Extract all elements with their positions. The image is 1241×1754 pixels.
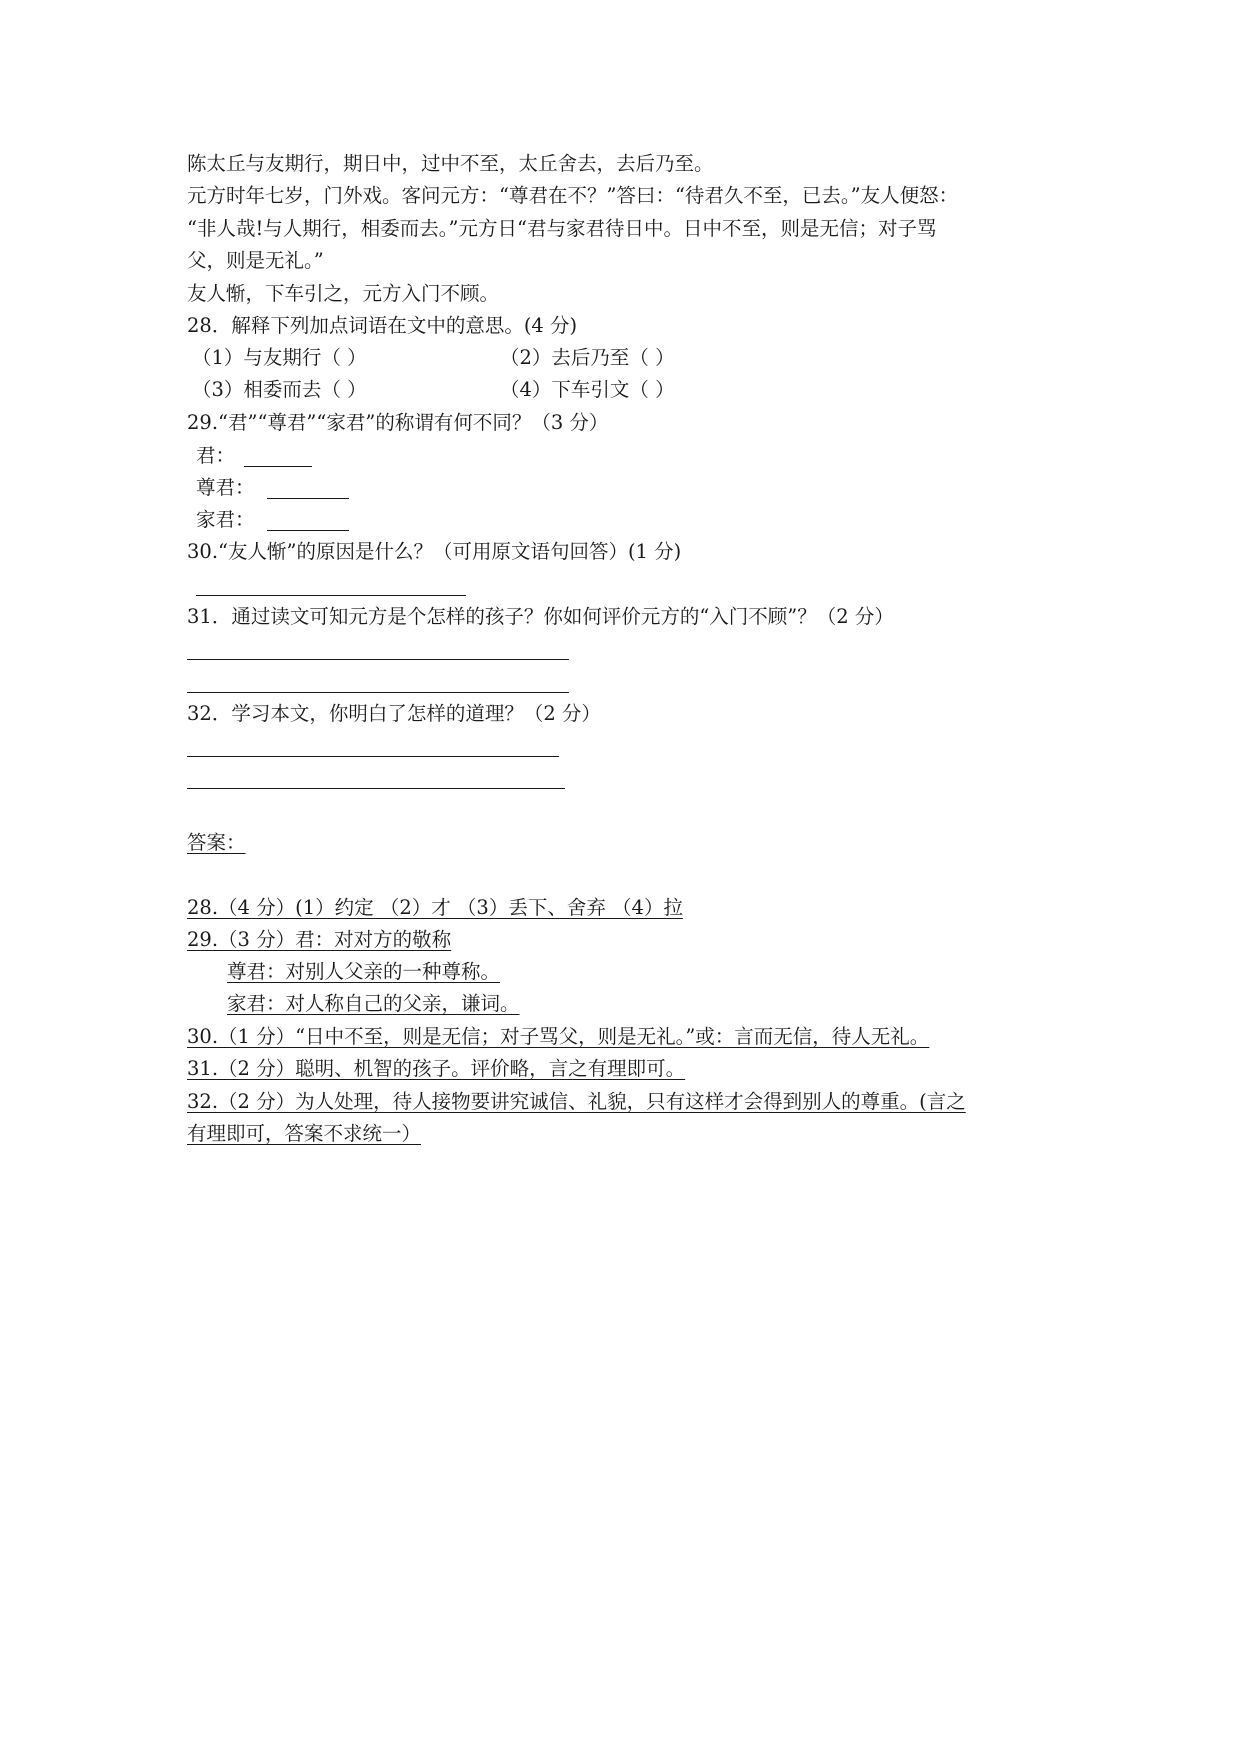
answer-blank[interactable] bbox=[187, 756, 559, 757]
question-29-stem: 29.“君”“尊君”“家君”的称谓有何不同？（3 分） bbox=[187, 411, 609, 434]
passage-line: 元方时年七岁，门外戏。客问元方：“尊君在不？”答曰：“待君久不至，已去。”友人便怒： bbox=[187, 184, 959, 207]
answers-heading: 答案： bbox=[187, 831, 246, 854]
question-28-item: （4）下车引文（ ） bbox=[500, 378, 675, 401]
question-30-stem: 30.“友人惭”的原因是什么？（可用原文语句回答）(1 分) bbox=[187, 540, 682, 563]
answer-line: 31.（2 分）聪明、机智的孩子。评价略，言之有理即可。 bbox=[187, 1057, 686, 1080]
question-28-item: （1）与友期行（ ） bbox=[192, 346, 367, 369]
passage-line: 陈太丘与友期行，期日中，过中不至，太丘舍去，去后乃至。 bbox=[187, 152, 714, 175]
question-29-label: 尊君： bbox=[196, 476, 255, 499]
answer-blank[interactable] bbox=[267, 498, 349, 499]
answer-blank[interactable] bbox=[187, 692, 569, 693]
answer-line: 有理即可，答案不求统一） bbox=[187, 1122, 422, 1145]
answer-blank[interactable] bbox=[244, 466, 312, 467]
passage-line: “非人哉!与人期行，相委而去。”元方日“君与家君待日中。日中不至，则是无信；对子骂 bbox=[187, 217, 937, 240]
passage-line: 父，则是无礼。” bbox=[187, 249, 324, 272]
answer-blank[interactable] bbox=[187, 659, 569, 660]
answer-line: 32.（2 分）为人处理，待人接物要讲究诚信、礼貌，只有这样才会得到别人的尊重。(言之 bbox=[187, 1090, 966, 1113]
answer-line: 30.（1 分）“日中不至，则是无信；对子骂父，则是无礼。”或：言而无信，待人无礼。 bbox=[187, 1025, 930, 1048]
question-29-label: 家君： bbox=[196, 508, 255, 531]
answer-line: 29.（3 分）君：对对方的敬称 bbox=[187, 928, 452, 951]
answer-line: 28.（4 分）(1）约定 （2）才 （3）丢下、舍弃 （4）拉 bbox=[187, 896, 683, 919]
question-28-item: （2）去后乃至（ ） bbox=[500, 346, 675, 369]
answer-blank[interactable] bbox=[196, 595, 466, 596]
answer-line: 家君：对人称自己的父亲，谦词。 bbox=[227, 992, 520, 1015]
question-31-stem: 31．通过读文可知元方是个怎样的孩子？你如何评价元方的“入门不顾”？（2 分） bbox=[187, 605, 894, 628]
question-29-label: 君： bbox=[196, 444, 236, 467]
answer-blank[interactable] bbox=[187, 788, 565, 789]
answer-blank[interactable] bbox=[267, 530, 349, 531]
answer-line: 尊君：对别人父亲的一种尊称。 bbox=[227, 960, 501, 983]
passage-line: 友人惭，下车引之，元方入门不顾。 bbox=[187, 282, 500, 305]
question-32-stem: 32．学习本文，你明白了怎样的道理？（2 分） bbox=[187, 702, 601, 725]
question-28-stem: 28．解释下列加点词语在文中的意思。(4 分) bbox=[187, 314, 578, 337]
question-28-item: （3）相委而去（ ） bbox=[192, 378, 367, 401]
